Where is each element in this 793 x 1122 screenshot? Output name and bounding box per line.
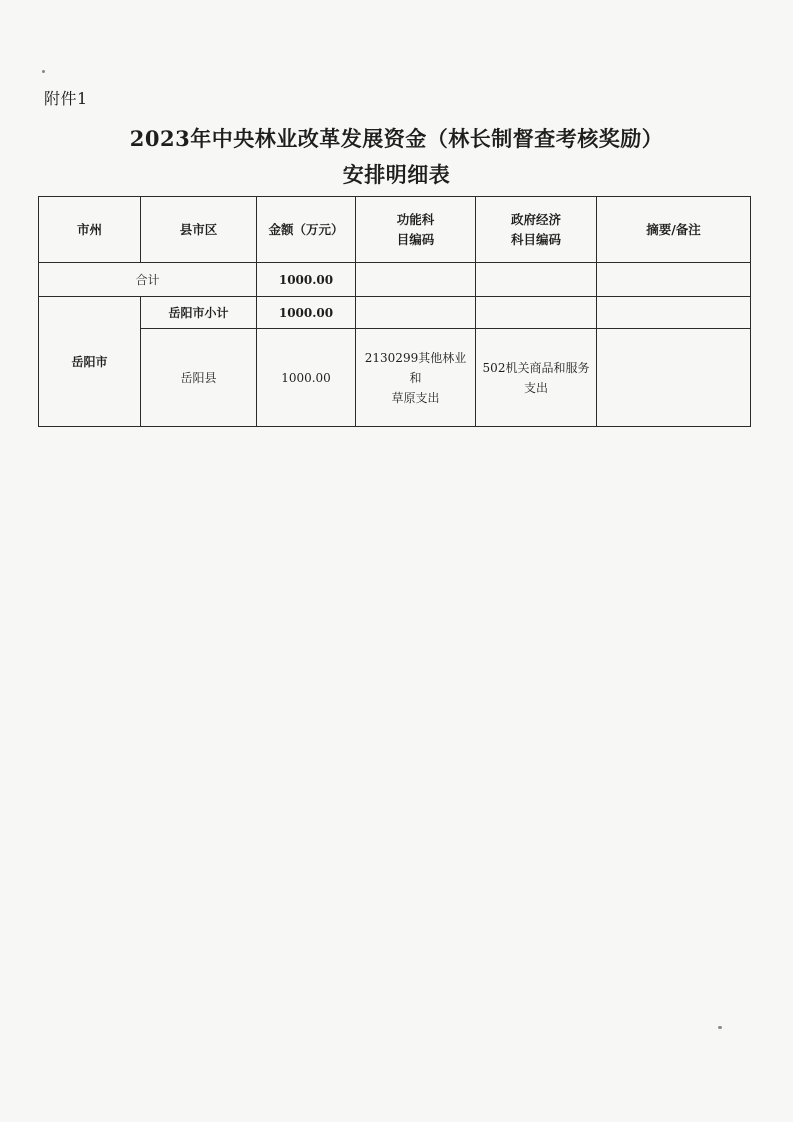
scan-speck <box>718 1026 722 1029</box>
county-function-code: 2130299其他林业和 草原支出 <box>356 329 476 427</box>
table-row <box>39 329 751 427</box>
county-name: 岳阳县 <box>141 329 257 427</box>
county-economic-code: 502机关商品和服务 支出 <box>476 329 597 427</box>
total-amount: 1000.00 <box>257 263 356 297</box>
total-row <box>39 263 751 297</box>
subtotal-row <box>39 297 751 329</box>
total-label: 合计 <box>39 263 257 297</box>
page-title-line1: 2023年中央林业改革发展资金（林长制督查考核奖励） <box>129 126 664 151</box>
header-amount: 金额（万元） <box>257 197 356 263</box>
attachment-label: 附件1 <box>44 89 88 108</box>
page-title-line2: 安排明细表 <box>342 162 451 187</box>
county-remark <box>597 329 751 427</box>
header-county: 县市区 <box>141 197 257 263</box>
subtotal-label: 岳阳市小计 <box>141 297 257 329</box>
total-remark <box>597 263 751 297</box>
header-economic-code: 政府经济 科目编码 <box>476 197 597 263</box>
scan-speck <box>42 70 45 73</box>
subtotal-remark <box>597 297 751 329</box>
subtotal-economic-code <box>476 297 597 329</box>
allocation-detail-table <box>38 196 751 427</box>
header-city: 市州 <box>39 197 141 263</box>
total-function-code <box>356 263 476 297</box>
table-header-row <box>39 197 751 263</box>
subtotal-amount: 1000.00 <box>257 297 356 329</box>
county-amount: 1000.00 <box>257 329 356 427</box>
header-remark: 摘要/备注 <box>597 197 751 263</box>
subtotal-function-code <box>356 297 476 329</box>
total-economic-code <box>476 263 597 297</box>
city-name: 岳阳市 <box>39 297 141 427</box>
header-function-code: 功能科 目编码 <box>356 197 476 263</box>
